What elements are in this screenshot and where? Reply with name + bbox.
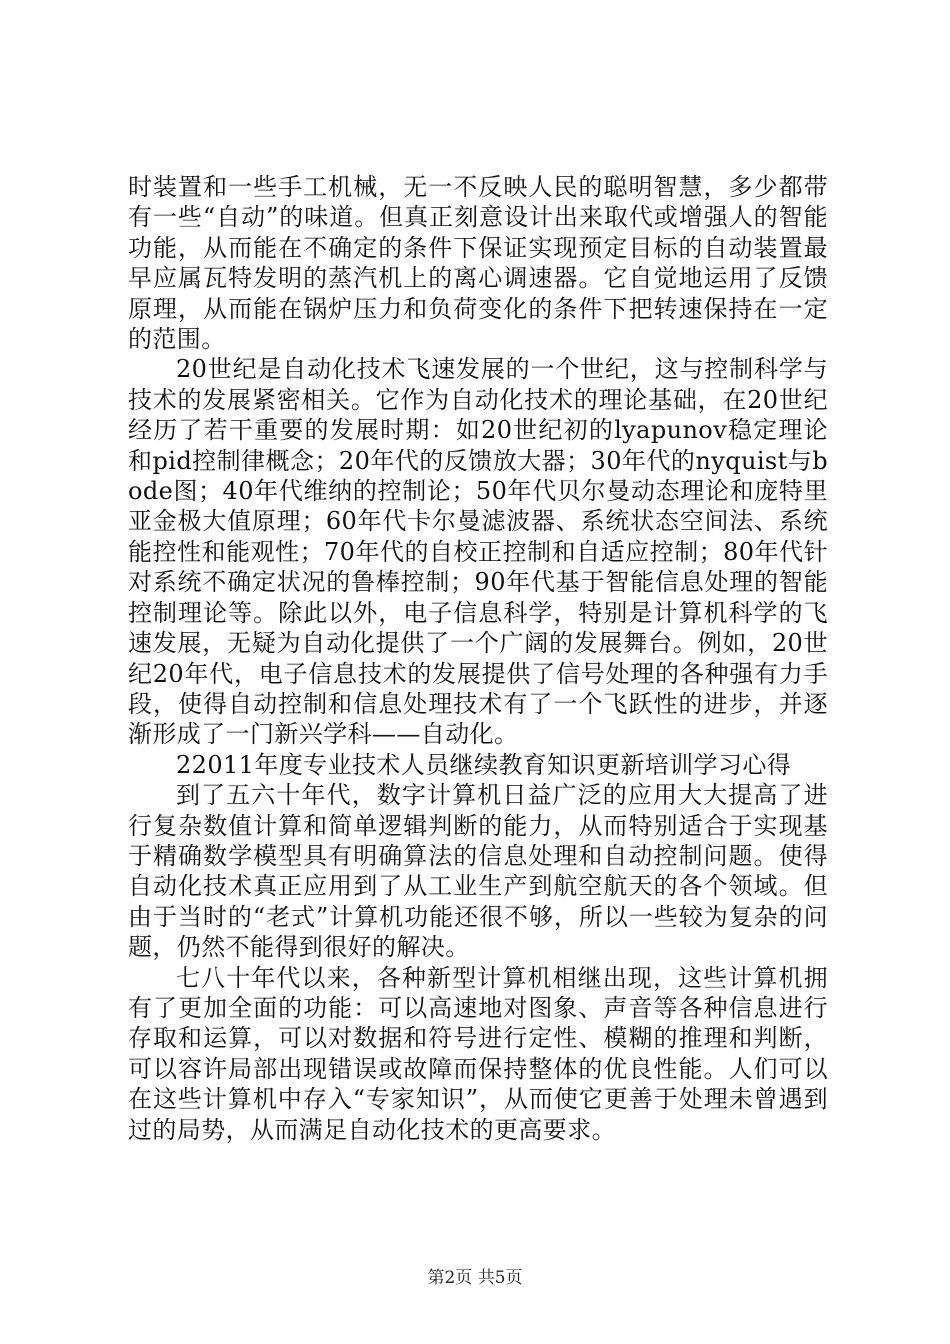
page-number-footer: 第2页 共5页 [427,1268,523,1288]
document-body [128,172,828,1145]
section-heading: 22011年度专业技术人员继续教育知识更新培训学习心得 [176,750,792,779]
paragraph-20th-century: 20世纪是自动化技术飞速发展的一个世纪，这与控制科学与技术的发展紧密相关。它作为自动化技术的理论基础，在20世纪经历了若干重要的发展时期：如20世纪初的lyapunov稳定理论和pid控制律概念；20年代的反馈放大器；30年代的nyquist与bode图；40年代维纳的控制论；50年代贝尔曼动态理论和庞特里亚金极大值原理；60年代卡尔曼滤波器、系统状态空间法、系统能控性和能观性；70年代的自校正控制和自适应控制；80年代针对系统不确定状况的鲁棒控制；90年代基于智能信息处理的智能控制理论等。除此以外，电子信息科学，特别是计算机科学的飞速发展，无疑为自动化提供了一个广阔的发展舞台。例如，20世纪20年代，电子信息技术的发展提供了信号处理的各种强有力手段，使得自动控制和信息处理技术有了一个飞跃性的进步，并逐渐形成了一门新兴学科——自动化。 [128,355,828,749]
paragraph-fifties-sixties: 到了五六十年代，数字计算机日益广泛的应用大大提高了进行复杂数值计算和简单逻辑判断的能力，从而特别适合于实现基于精确数学模型具有明确算法的信息处理和自动控制问题。使得自动化技术真正应用到了从工业生产到航空航天的各个领域。但由于当时的“老式”计算机功能还很不够，所以一些较为复杂的问题，仍然不能得到很好的解决。 [128,781,828,962]
paragraph-continuation: 时装置和一些手工机械，无一不反映人民的聪明智慧，多少都带有一些“自动”的味道。但真正刻意设计出来取代或增强人的智能功能，从而能在不确定的条件下保证实现预定目标的自动装置最早应属瓦特发明的蒸汽机上的离心调速器。它自觉地运用了反馈原理，从而能在锅炉压力和负荷变化的条件下把转速保持在一定的范围。 [128,173,828,354]
paragraph-seventies-eighties: 七八十年代以来，各种新型计算机相继出现，这些计算机拥有了更加全面的功能：可以高速地对图象、声音等各种信息进行存取和运算，可以对数据和符号进行定性、模糊的推理和判断，可以容许局部出现错误或故障而保持整体的优良性能。人们可以在这些计算机中存入“专家知识”，从而使它更善于处理未曾遇到过的局势，从而满足自动化技术的更高要求。 [128,963,828,1144]
